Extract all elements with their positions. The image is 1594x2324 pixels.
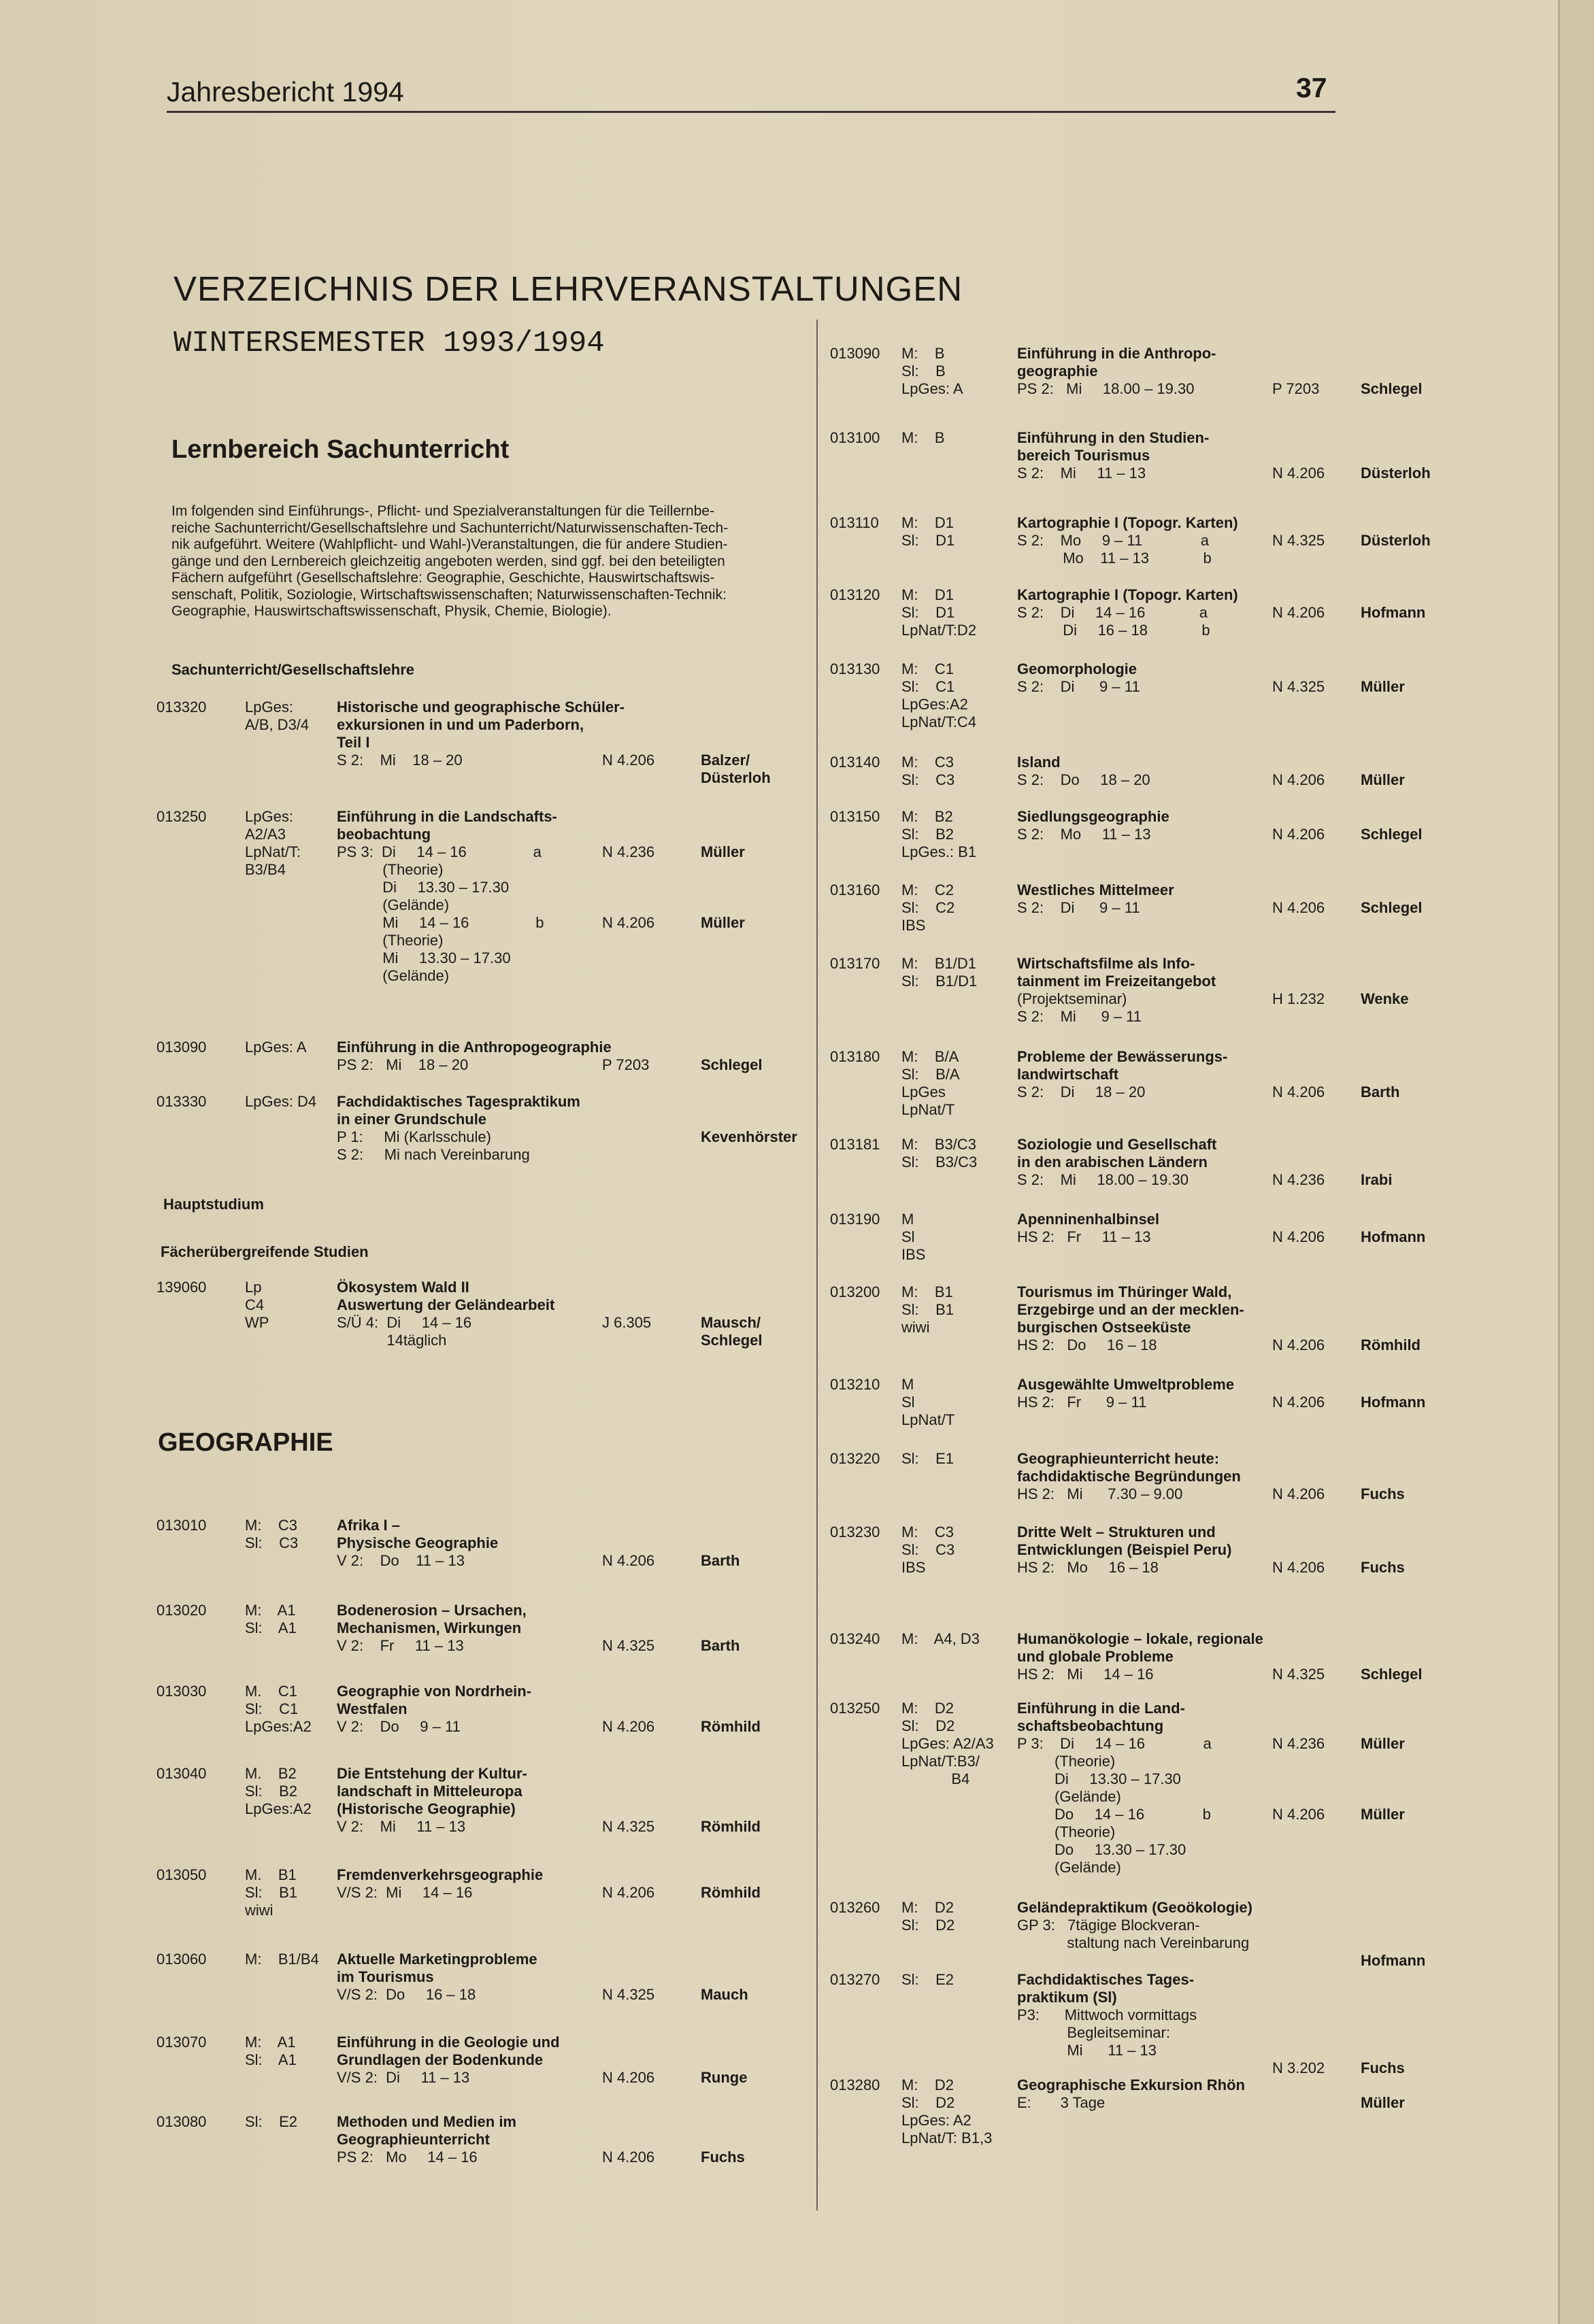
course-lecturer: Fuchs <box>1361 1485 1405 1502</box>
course-lecturer: Hofmann <box>1361 1228 1426 1245</box>
course-dates: (Projektseminar) S 2: Mi 9 – 11 <box>1017 990 1142 1025</box>
course-dates: HS 2: Fr 11 – 13 <box>1017 1228 1151 1245</box>
course-dates: PS 2: Mo 14 – 16 <box>337 2149 478 2166</box>
course-code: 013170 <box>830 955 880 972</box>
course-degrees: LpGes: A2/A3 LpNat/T: B3/B4 <box>245 808 301 878</box>
course-dates: HS 2: Mo 16 – 18 <box>1017 1559 1159 1576</box>
course-lecturer: Müller <box>1361 2094 1405 2111</box>
course-lecturer: Wenke <box>1361 990 1409 1007</box>
subheading-faecher: Fächerübergreifende Studien <box>161 1243 369 1260</box>
course-title: Bodenerosion – Ursachen, Mechanismen, Wirkungen <box>337 1602 527 1636</box>
course-degrees: M: B1/B4 <box>245 1951 319 1968</box>
course-degrees: M: C1 Sl: C1 LpGes:A2 LpNat/T:C4 <box>901 660 977 730</box>
intro-line: senschaft, Politik, Soziologie, Wirtschaftswissenschaften; Naturwissenschaften-Technik: <box>171 586 727 603</box>
course-title: Island <box>1017 754 1061 771</box>
course-code: 013280 <box>830 2076 880 2093</box>
course-room: N 4.206 <box>1272 1394 1325 1411</box>
course-code: 013070 <box>156 2034 207 2051</box>
course-code: 013010 <box>156 1517 207 1534</box>
course-lecturer: Düsterloh <box>1361 532 1431 549</box>
semester-title: WINTERSEMESTER 1993/1994 <box>173 326 605 360</box>
course-lecturer: Schlegel <box>1361 1666 1423 1683</box>
course-title: Siedlungsgeographie <box>1017 808 1169 825</box>
course-lecturer: Balzer/ Düsterloh <box>701 752 771 786</box>
course-room: H 1.232 <box>1272 990 1325 1007</box>
course-degrees: M: A4, D3 <box>901 1630 980 1647</box>
course-title: Dritte Welt – Strukturen und Entwicklungen (Beispiel Peru) <box>1017 1523 1232 1558</box>
course-room: N 4.206 <box>1272 1336 1325 1353</box>
course-title: Einführung in den Studien- bereich Tourismus <box>1017 429 1210 464</box>
course-dates: S/Ü 4: Di 14 – 16 14täglich <box>337 1314 472 1349</box>
course-title: Westliches Mittelmeer <box>1017 881 1174 898</box>
course-lecturer: Schlegel <box>701 1056 763 1073</box>
course-title: Kartographie I (Topogr. Karten) <box>1017 586 1238 603</box>
course-code: 013210 <box>830 1376 880 1393</box>
course-title: Ökosystem Wald II Auswertung der Geländearbeit <box>337 1279 555 1313</box>
course-title: Fremdenverkehrsgeographie <box>337 1866 544 1883</box>
course-code: 013110 <box>830 514 879 531</box>
course-dates: V 2: Do 9 – 11 <box>337 1718 461 1735</box>
course-lecturer: Kevenhörster <box>701 1128 797 1145</box>
course-room: N 4.206 <box>1272 1228 1325 1245</box>
course-degrees: M Sl IBS <box>901 1211 926 1263</box>
subheading-hauptstudium: Hauptstudium <box>163 1196 264 1213</box>
intro-line: Im folgenden sind Einführungs-, Pflicht- und Spezialveranstaltungen für die Teillernbe- <box>171 503 715 519</box>
course-dates: V 2: Fr 11 – 13 <box>337 1637 464 1654</box>
course-room: N 4.206 <box>602 1552 655 1569</box>
page-number: 37 <box>1296 72 1327 103</box>
course-code: 013030 <box>156 1683 207 1700</box>
course-code: 013250 <box>830 1700 880 1717</box>
course-title: Fachdidaktisches Tagespraktikum in einer Grundschule <box>337 1093 580 1128</box>
course-title: Einführung in die Land- schaftsbeobachtung <box>1017 1700 1185 1734</box>
course-code: 013190 <box>830 1211 880 1228</box>
course-lecturer: Barth <box>701 1637 740 1654</box>
course-lecturer: Barth <box>701 1552 740 1569</box>
course-degrees: M: B <box>901 429 945 446</box>
course-room: N 4.325 <box>1272 678 1325 695</box>
course-code: 013090 <box>830 345 880 362</box>
course-degrees: M: D2 Sl: D2 LpGes: A2 LpNat/T: B1,3 <box>901 2076 993 2146</box>
course-lecturer: Schlegel <box>1361 899 1423 916</box>
course-title: Probleme der Bewässerungs- landwirtschaft <box>1017 1048 1228 1083</box>
course-degrees: LpGes: A <box>245 1039 307 1056</box>
course-lecturer: Barth <box>1361 1083 1400 1100</box>
course-degrees: M: B3/C3 Sl: B3/C3 <box>901 1136 978 1171</box>
course-dates: V/S 2: Mi 14 – 16 <box>337 1884 473 1901</box>
course-code: 013320 <box>156 698 207 715</box>
course-room: N 4.325 <box>602 1818 655 1835</box>
course-dates: V/S 2: Di 11 – 13 <box>337 2069 470 2086</box>
course-room: N 4.206 <box>1272 899 1325 916</box>
course-dates: S 2: Do 18 – 20 <box>1017 771 1150 788</box>
geographie-heading: GEOGRAPHIE <box>158 1428 333 1457</box>
course-code: 013150 <box>830 808 880 825</box>
course-dates: S 2: Di 14 – 16 a Di 16 – 18 b <box>1017 604 1210 639</box>
intro-line: Geographie, Hauswirtschaftswissenschaft, Physik, Chemie, Biologie). <box>171 603 612 619</box>
course-dates: S 2: Mi 18.00 – 19.30 <box>1017 1171 1189 1188</box>
course-lecturer: Fuchs <box>1361 1559 1405 1576</box>
course-lecturer: Mauch <box>701 1986 748 2003</box>
course-degrees: M: D1 Sl: D1 <box>901 514 955 549</box>
course-room: N 4.206 <box>1272 771 1325 788</box>
course-dates: V 2: Mi 11 – 13 <box>337 1818 466 1835</box>
course-degrees: M: C3 Sl: C3 <box>245 1517 299 1551</box>
course-lecturer: Römhild <box>701 1718 761 1735</box>
course-room: N 4.236 <box>1272 1171 1325 1188</box>
course-dates: V 2: Do 11 – 13 <box>337 1552 465 1569</box>
course-code: 013330 <box>156 1093 207 1110</box>
course-lecturer: Hofmann <box>1361 1394 1426 1411</box>
course-room: N 4.325 <box>602 1637 655 1654</box>
intro-line: reiche Sachunterricht/Gesellschaftslehre und Sachunterricht/Naturwissenschaften-Tech- <box>171 520 729 536</box>
course-title: Geographieunterricht heute: fachdidaktische Begründungen <box>1017 1450 1241 1485</box>
course-lecturer: Römhild <box>701 1818 761 1835</box>
course-dates: V/S 2: Do 16 – 18 <box>337 1986 476 2003</box>
course-degrees: M: D2 Sl: D2 LpGes: A2/A3 LpNat/T:B3/ B4 <box>901 1700 994 1787</box>
course-title: Soziologie und Gesellschaft in den arabischen Ländern <box>1017 1136 1217 1171</box>
course-degrees: M: C2 Sl: C2 IBS <box>901 881 955 934</box>
course-code: 013100 <box>830 429 880 446</box>
course-dates: S 2: Di 9 – 11 <box>1017 899 1140 916</box>
course-degrees: M: A1 Sl: A1 <box>245 2034 297 2068</box>
course-room: N 3.202 <box>1272 2059 1325 2076</box>
course-code: 013220 <box>830 1450 880 1467</box>
column-divider <box>816 320 818 2210</box>
course-dates: S 2: Mo 11 – 13 <box>1017 826 1151 843</box>
course-lecturer: Römhild <box>1361 1336 1421 1353</box>
course-lecturer: Düsterloh <box>1361 465 1431 482</box>
course-dates: P3: Mittwoch vormittags Begleitseminar: Mi 11 – 13 <box>1017 2006 1197 2059</box>
course-dates: S 2: Mi 11 – 13 <box>1017 465 1146 482</box>
course-degrees: LpGes: D4 <box>245 1093 317 1110</box>
course-code: 013230 <box>830 1523 880 1540</box>
course-dates: PS 3: Di 14 – 16 a (Theorie) Di 13.30 – 17.30 (Gelände) Mi 14 – 16 b (Theorie) Mi 13.30 – 17.30 (Gelände) <box>337 843 544 984</box>
course-title: Geomorphologie <box>1017 660 1137 677</box>
course-room: N 4.206 <box>602 752 655 769</box>
course-title: Ausgewählte Umweltprobleme <box>1017 1376 1235 1393</box>
intro-line: Fächern aufgeführt (Gesellschaftslehre: Geographie, Geschichte, Hauswirtschaftswis- <box>171 570 715 586</box>
course-dates: PS 2: Mi 18.00 – 19.30 <box>1017 380 1195 397</box>
course-dates: HS 2: Mi 7.30 – 9.00 <box>1017 1485 1183 1502</box>
intro-paragraph <box>171 503 811 620</box>
course-room: N 4.325 <box>1272 532 1325 549</box>
course-dates: E: 3 Tage <box>1017 2094 1106 2111</box>
course-degrees: Sl: E2 <box>245 2113 298 2130</box>
course-room: J 6.305 <box>602 1314 652 1331</box>
course-title: Methoden und Medien im Geographieunterricht <box>337 2113 516 2148</box>
course-title: Aktuelle Marketingprobleme im Tourismus <box>337 1951 537 1985</box>
course-room: N 4.206 <box>1272 826 1325 843</box>
course-dates: P 1: Mi (Karlsschule) S 2: Mi nach Vereinbarung <box>337 1128 530 1163</box>
course-dates: PS 2: Mi 18 – 20 <box>337 1056 469 1073</box>
course-title: Fachdidaktisches Tages- praktikum (Sl) <box>1017 1971 1195 2006</box>
course-code: 013080 <box>156 2113 207 2130</box>
course-lecturer: Müller <box>1361 771 1405 788</box>
course-code: 013060 <box>156 1951 207 1968</box>
course-room: N 4.206 <box>602 1718 655 1735</box>
course-title: Geländepraktikum (Geoökologie) <box>1017 1899 1252 1916</box>
course-title: Geographische Exkursion Rhön <box>1017 2076 1245 2093</box>
course-dates: HS 2: Do 16 – 18 <box>1017 1336 1157 1353</box>
document-title: VERZEICHNIS DER LEHRVERANSTALTUNGEN <box>173 269 963 308</box>
course-code: 013090 <box>156 1039 207 1056</box>
section-heading: Lernbereich Sachunterricht <box>171 435 510 464</box>
course-lecturer: Fuchs <box>701 2149 745 2166</box>
course-code: 013200 <box>830 1283 880 1300</box>
course-dates: S 2: Di 9 – 11 <box>1017 678 1140 695</box>
course-title: Einführung in die Geologie und Grundlagen der Bodenkunde <box>337 2034 560 2068</box>
course-room: N 4.206 <box>602 1884 655 1901</box>
course-title: Wirtschaftsfilme als Info- tainment im Freizeitangebot <box>1017 955 1216 990</box>
course-dates: HS 2: Fr 9 – 11 <box>1017 1394 1147 1411</box>
course-lecturer: Runge <box>701 2069 748 2086</box>
course-code: 139060 <box>156 1279 207 1296</box>
course-title: Afrika I – Physische Geographie <box>337 1517 499 1551</box>
course-room: N 4.206 <box>602 2069 655 2086</box>
course-title: Geographie von Nordrhein- Westfalen <box>337 1683 532 1717</box>
course-degrees: Sl: E1 <box>901 1450 954 1467</box>
course-title: Kartographie I (Topogr. Karten) <box>1017 514 1238 531</box>
course-code: 013050 <box>156 1866 207 1883</box>
course-room: N 4.206 <box>1272 1083 1325 1100</box>
course-code: 013240 <box>830 1630 880 1647</box>
course-room: N 4.206 <box>1272 1485 1325 1502</box>
course-degrees: M: D2 Sl: D2 <box>901 1899 955 1934</box>
course-code: 013260 <box>830 1899 880 1916</box>
course-lecturer: Fuchs <box>1361 2059 1405 2076</box>
course-title: Einführung in die Anthropogeographie <box>337 1039 612 1056</box>
course-lecturer: Irabi <box>1361 1171 1393 1188</box>
course-dates: S 2: Mo 9 – 11 a Mo 11 – 13 b <box>1017 532 1212 567</box>
course-degrees: Lp C4 WP <box>245 1279 269 1331</box>
course-degrees: M: D1 Sl: D1 LpNat/T:D2 <box>901 586 977 639</box>
course-title: Historische und geographische Schüler- exkursionen in und um Paderborn, Teil I <box>337 698 625 751</box>
course-room: N 4.236 N 4.206 <box>1272 1735 1325 1823</box>
course-room: N 4.206 <box>1272 604 1325 621</box>
course-room: N 4.236 N 4.206 <box>602 843 655 931</box>
course-room: P 7203 <box>1272 380 1320 397</box>
course-code: 013270 <box>830 1971 880 1988</box>
course-dates: S 2: Di 18 – 20 <box>1017 1083 1146 1100</box>
course-title: Einführung in die Landschafts- beobachtung <box>337 808 557 843</box>
course-lecturer: Römhild <box>701 1884 761 1901</box>
intro-line: nik aufgeführt. Weitere (Wahlpflicht- und Wahl-)Veranstaltungen, die für andere Studien- <box>171 537 728 552</box>
course-degrees: M. B1 Sl: B1 wiwi <box>245 1866 298 1919</box>
course-degrees: M: C3 Sl: C3 IBS <box>901 1523 955 1576</box>
course-lecturer: Müller Müller <box>701 843 745 931</box>
course-code: 013181 <box>830 1136 880 1153</box>
subheading-sachunterricht: Sachunterricht/Gesellschaftslehre <box>171 661 415 678</box>
course-room: N 4.206 <box>1272 1559 1325 1576</box>
course-degrees: M: B2 Sl: B2 LpGes.: B1 <box>901 808 977 860</box>
running-title: Jahresbericht 1994 <box>167 76 404 107</box>
course-title: Humanökologie – lokale, regionale und globale Probleme <box>1017 1630 1263 1665</box>
course-dates: P 3: Di 14 – 16 a (Theorie) Di 13.30 – 17.30 (Gelände) Do 14 – 16 b (Theorie) Do 13.30 – 17.30 (Gelände) <box>1017 1735 1212 1876</box>
course-lecturer: Mausch/ Schlegel <box>701 1314 763 1349</box>
course-title: Die Entstehung der Kultur- landschaft in Mitteleuropa (Historische Geographie) <box>337 1765 527 1817</box>
course-room: N 4.325 <box>1272 1666 1325 1683</box>
course-title: Einführung in die Anthropo- geographie <box>1017 345 1216 380</box>
course-degrees: M: A1 Sl: A1 <box>245 1602 297 1636</box>
course-room: N 4.206 <box>602 2149 655 2166</box>
course-lecturer: Müller <box>1361 678 1405 695</box>
course-degrees: M: B1 Sl: B1 wiwi <box>901 1283 954 1336</box>
course-dates: HS 2: Mi 14 – 16 <box>1017 1666 1154 1683</box>
course-lecturer: Hofmann <box>1361 604 1426 621</box>
course-code: 013130 <box>830 660 880 677</box>
course-degrees: M: B Sl: B LpGes: A <box>901 345 963 397</box>
course-lecturer: Schlegel <box>1361 826 1423 843</box>
course-title: Tourismus im Thüringer Wald, Erzgebirge und an der mecklen- burgischen Ostseeküste <box>1017 1283 1244 1336</box>
course-dates: S 2: Mi 18 – 20 <box>337 752 463 769</box>
course-lecturer: Müller Müller <box>1361 1735 1405 1823</box>
course-code: 013160 <box>830 881 880 898</box>
course-lecturer: Hofmann <box>1361 1952 1426 1969</box>
course-dates: GP 3: 7tägige Blockveran- staltung nach Vereinbarung <box>1017 1917 1250 1951</box>
course-room: P 7203 <box>602 1056 650 1073</box>
course-room: N 4.206 <box>1272 465 1325 482</box>
course-code: 013040 <box>156 1765 207 1782</box>
course-code: 013140 <box>830 754 880 771</box>
page-edge <box>1558 0 1594 2324</box>
course-degrees: M: B1/D1 Sl: B1/D1 <box>901 955 978 990</box>
course-degrees: M Sl LpNat/T <box>901 1376 955 1428</box>
course-degrees: M: B/A Sl: B/A LpGes LpNat/T <box>901 1048 960 1118</box>
course-lecturer: Schlegel <box>1361 380 1423 397</box>
course-degrees: M. B2 Sl: B2 LpGes:A2 <box>245 1765 312 1817</box>
header-rule <box>167 111 1335 113</box>
course-degrees: Sl: E2 <box>901 1971 954 1988</box>
course-room: N 4.325 <box>602 1986 655 2003</box>
course-degrees: LpGes: A/B, D3/4 <box>245 698 310 733</box>
course-degrees: M. C1 Sl: C1 LpGes:A2 <box>245 1683 312 1735</box>
course-code: 013020 <box>156 1602 207 1619</box>
intro-line: gänge und den Lernbereich gleichzeitig angeboten werden, sind ggf. bei den beteiligten <box>171 553 725 569</box>
course-code: 013180 <box>830 1048 880 1065</box>
course-code: 013250 <box>156 808 207 825</box>
course-degrees: M: C3 Sl: C3 <box>901 754 955 788</box>
course-title: Apenninenhalbinsel <box>1017 1211 1160 1228</box>
course-code: 013120 <box>830 586 880 603</box>
